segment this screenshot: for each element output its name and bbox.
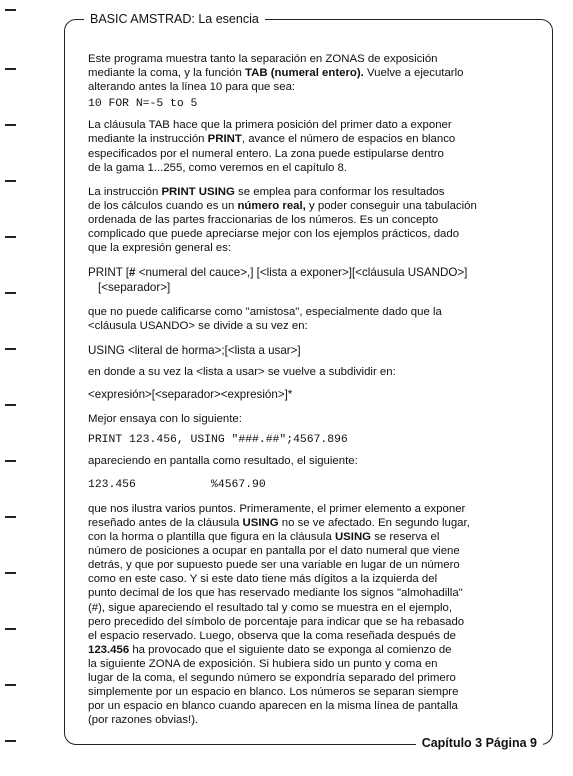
paragraph-ensaya: Mejor ensaya con lo siguiente: [88, 412, 242, 425]
paragraph-tab: La cláusula TAB hace que la primera posición del primer dato a exponer mediante la instrucción PRINT, avance el número de espacios en blanco especificados por el numeral entero. La zona puede estipularse dentro de la gama 1...255, como veremos en el capítulo 8. [88, 119, 456, 174]
margin-mark [5, 460, 16, 462]
syntax-expresion: <expresión>[<separador><expresión>]* [88, 387, 293, 401]
output-line: 123.456 %4567.90 [88, 478, 266, 491]
syntax-print-using: PRINT [# <numeral del cauce>,] [<lista a exponer>][<cláusula USANDO>] [<separador>] [88, 266, 468, 295]
code-line-for: 10 FOR N=-5 to 5 [88, 98, 198, 111]
margin-mark [5, 572, 16, 574]
margin-mark [5, 404, 16, 406]
margin-mark [5, 9, 16, 11]
margin-mark [5, 236, 16, 238]
page-header-title: BASIC AMSTRAD: La esencia [84, 11, 265, 27]
code-line-print: PRINT 123.456, USING "###.##";4567.896 [88, 433, 348, 446]
paragraph-resultado: apareciendo en pantalla como resultado, el siguiente: [88, 454, 358, 467]
margin-mark [5, 124, 16, 126]
paragraph-clausula: que no puede calificarse como "amistosa", especialmente dado que la <cláusula USANDO> se divide a su vez en: [88, 306, 442, 333]
margin-mark [5, 180, 16, 182]
margin-mark [5, 516, 16, 518]
margin-mark [5, 348, 16, 350]
syntax-using: USING <literal de horma>;[<lista a usar>] [88, 344, 301, 358]
paragraph-explicacion: que nos ilustra varios puntos. Primeramente, el primer elemento a exponer reseñado antes de la cláusula USING no se ve afectado. En segundo lugar, con la horma o plantilla que figura en la cláusula USING se reserva el número de posiciones a ocupar en pantalla por el dato numeral que viene detrás, y que por supuesto puede ser una variable en lugar de un número como en este caso. Y si este dato tiene más dígitos a la izquierda del punto decimal de los que has reservado mediante los signos "almohadilla" (#), sigue apareciendo el resultado tal y como se muestra en el ejemplo, pero precedido del símbolo de porcentaje para indicar que se ha rebasado el espacio reservado. Luego, observa que la coma reseñada después de 123.456 ha provocado que el siguiente dato se exponga al comienzo de la siguiente ZONA de exposición. Si hubiera sido un punto y coma en lugar de la coma, el segundo número se expondría separado del primero simplemente por un espacio en blanco. Los números se separan siempre por un espacio en blanco cuando aparecen en la misma línea de pantalla (por razones obvias!). [88, 502, 470, 727]
paragraph-intro: Este programa muestra tanto la separación en ZONAS de exposición mediante la coma, y la función TAB (numeral entero). Vuelve a ejecutarlo alterando antes la línea 10 para que sea: [88, 53, 464, 94]
margin-mark [5, 292, 16, 294]
margin-mark [5, 628, 16, 630]
margin-mark [5, 684, 16, 686]
margin-mark [5, 68, 16, 70]
page-content [88, 52, 543, 727]
paragraph-lista: en donde a su vez la <lista a usar> se vuelve a subdividir en: [88, 366, 396, 379]
margin-mark [5, 740, 16, 742]
paragraph-print-using: La instrucción PRINT USING se emplea para conformar los resultados de los cálculos cuando es un número real, y poder conseguir una tabulación ordenada de las partes fraccionarias de los números. Es un concepto complicado que puede apreciarse mejor con los ejemplos prácticos, dado que la expresión general es: [88, 185, 477, 255]
page-footer-number: Capítulo 3 Página 9 [416, 735, 543, 751]
